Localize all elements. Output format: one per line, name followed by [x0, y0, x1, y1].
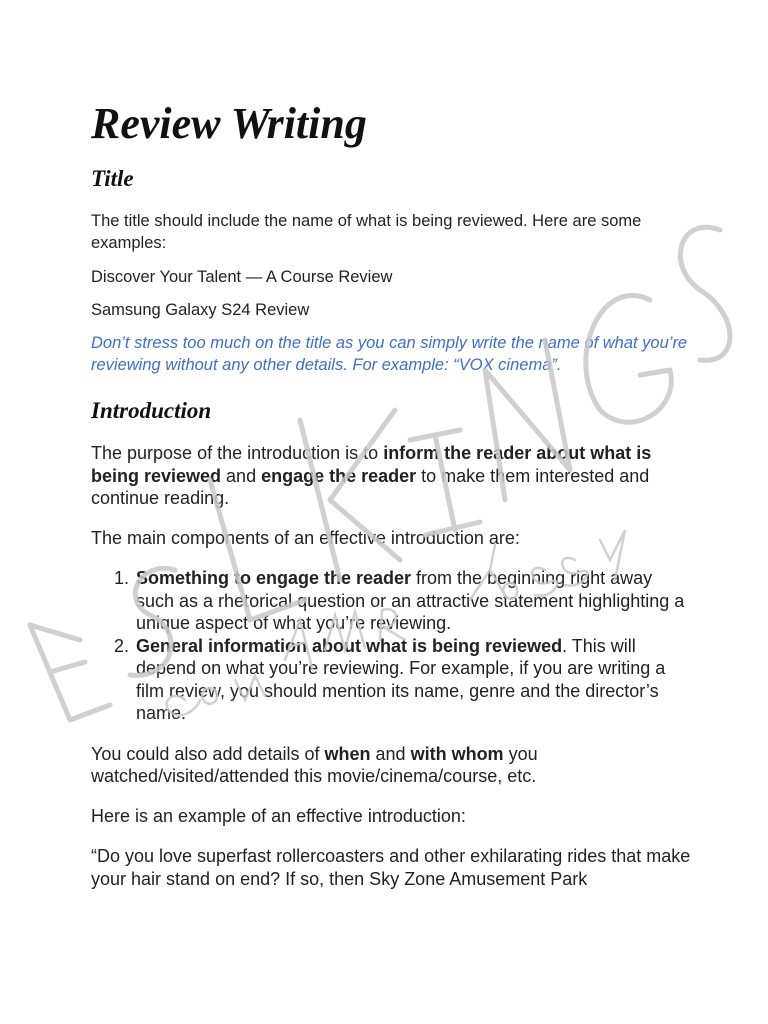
- title-example-2: Samsung Galaxy S24 Review: [91, 301, 310, 319]
- introduction-purpose-paragraph: The purpose of the introduction is to inform the reader about what is being reviewed and engage the reader to make them interested and continue reading.: [91, 443, 652, 508]
- components-list: [91, 567, 691, 725]
- title-example-1: Discover Your Talent — A Course Review: [91, 268, 393, 286]
- title-section-heading: Title: [91, 166, 134, 191]
- components-lead: The main components of an effective introduction are:: [91, 527, 520, 548]
- details-paragraph: You could also add details of when and with whom you watched/visited/attended this movie/cinema/course, etc.: [91, 743, 538, 786]
- introduction-section-heading: Introduction: [91, 398, 212, 423]
- list-item: 2. General information about what is being reviewed. This will depend on what you’re reviewing. For example, if you are writing a film review, you should mention its name, genre and the director’s name.: [114, 635, 666, 723]
- example-lead: Here is an example of an effective introduction:: [91, 805, 466, 826]
- example-quote: “Do you love superfast rollercoasters and other exhilarating rides that make your hair stand on end? If so, then Sky Zone Amusement Park: [91, 846, 691, 889]
- document-content: [91, 94, 691, 890]
- title-section-intro: The title should include the name of what is being reviewed. Here are some examples:: [91, 212, 642, 252]
- page-title: Review Writing: [91, 99, 367, 148]
- title-tip-note: Don’t stress too much on the title as you can simply write the name of what you’re reviewing without any other details. For example: “VOX cinema”.: [91, 334, 688, 374]
- list-item: 1. Something to engage the reader from the beginning right away such as a rhetorical question or an attractive statement highlighting a unique aspect of what you’re reviewing.: [114, 568, 685, 633]
